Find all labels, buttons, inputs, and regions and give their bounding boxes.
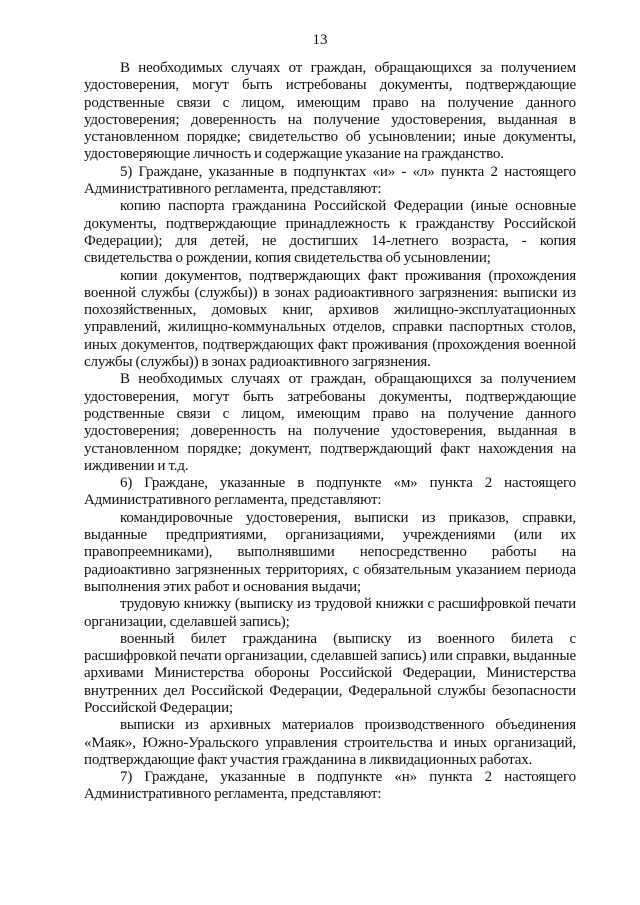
paragraph: копии документов, подтверждающих факт проживания (прохождения военной службы (службы)) в зонах радиоактивного загрязнения: выписки из похозяйственных, домовых книг, архивов жилищно-эксплуатационных управлений, жилищно-коммунальных отделов, справки паспортных столов, иных документов, подтверждающих факт проживания (прохождения военной службы (службы)) в зонах радиоактивного загрязнения. xyxy=(84,267,576,371)
paragraph: В необходимых случаях от граждан, обращающихся за получением удостоверения, могут быть истребованы документы, подтверждающие родственные связи с лицом, имеющим право на получение данного удостоверения; доверенность на получение удостоверения, выданная в установленном порядке; свидетельство об усыновлении; иные документы, удостоверяющие личность и содержащие указание на гражданство. xyxy=(84,60,576,163)
paragraph: копию паспорта гражданина Российской Федерации (иные основные документы, подтверждающие принадлежность к гражданству Российской Федерации); для детей, не достигших 14-летнего возраста, - копия свидетельства о рождении, копия свидетельства об усыновлении; xyxy=(84,198,576,267)
paragraph: В необходимых случаях от граждан, обращающихся за получением удостоверения, могут быть затребованы документы, подтверждающие родственные связи с лицом, имеющим право на получение данного удостоверения; доверенность на получение удостоверения, выданная в установленном порядке; документ, подтверждающий факт нахождения на иждивении и т.д. xyxy=(84,371,576,474)
paragraph: трудовую книжку (выписку из трудовой книжки с расшифровкой печати организации, сделавшей запись); xyxy=(84,596,576,630)
paragraph: выписки из архивных материалов производственного объединения «Маяк», Южно-Уральского управления строительства и иных организаций, подтверждающие факт участия гражданина в ликвидационных работах. xyxy=(84,717,576,768)
paragraph: 7) Граждане, указанные в подпункте «н» пункта 2 настоящего Административного регламента, представляют: xyxy=(84,769,576,803)
paragraph: военный билет гражданина (выписку из военного билета с расшифровкой печати организации, сделавшей запись) или справки, выданные архивами Министерства обороны Российской Федерации, Министерства внутренних дел Российской Федерации, Федеральной службы безопасности Российской Федерации; xyxy=(84,630,576,716)
paragraph: командировочные удостоверения, выписки из приказов, справки, выданные предприятиями, организациями, учреждениями (или их правопреемниками), выполнявшими непосредственно работы на радиоактивно загрязненных территориях, с обязательным указанием периода выполнения этих работ и основания выдачи; xyxy=(84,509,576,595)
document-body xyxy=(84,60,576,804)
paragraph: 6) Граждане, указанные в подпункте «м» пункта 2 настоящего Административного регламента, представляют: xyxy=(84,475,576,509)
paragraph: 5) Граждане, указанные в подпунктах «и» - «л» пункта 2 настоящего Административного регламента, представляют: xyxy=(84,163,576,198)
page-number: 13 xyxy=(312,32,328,48)
